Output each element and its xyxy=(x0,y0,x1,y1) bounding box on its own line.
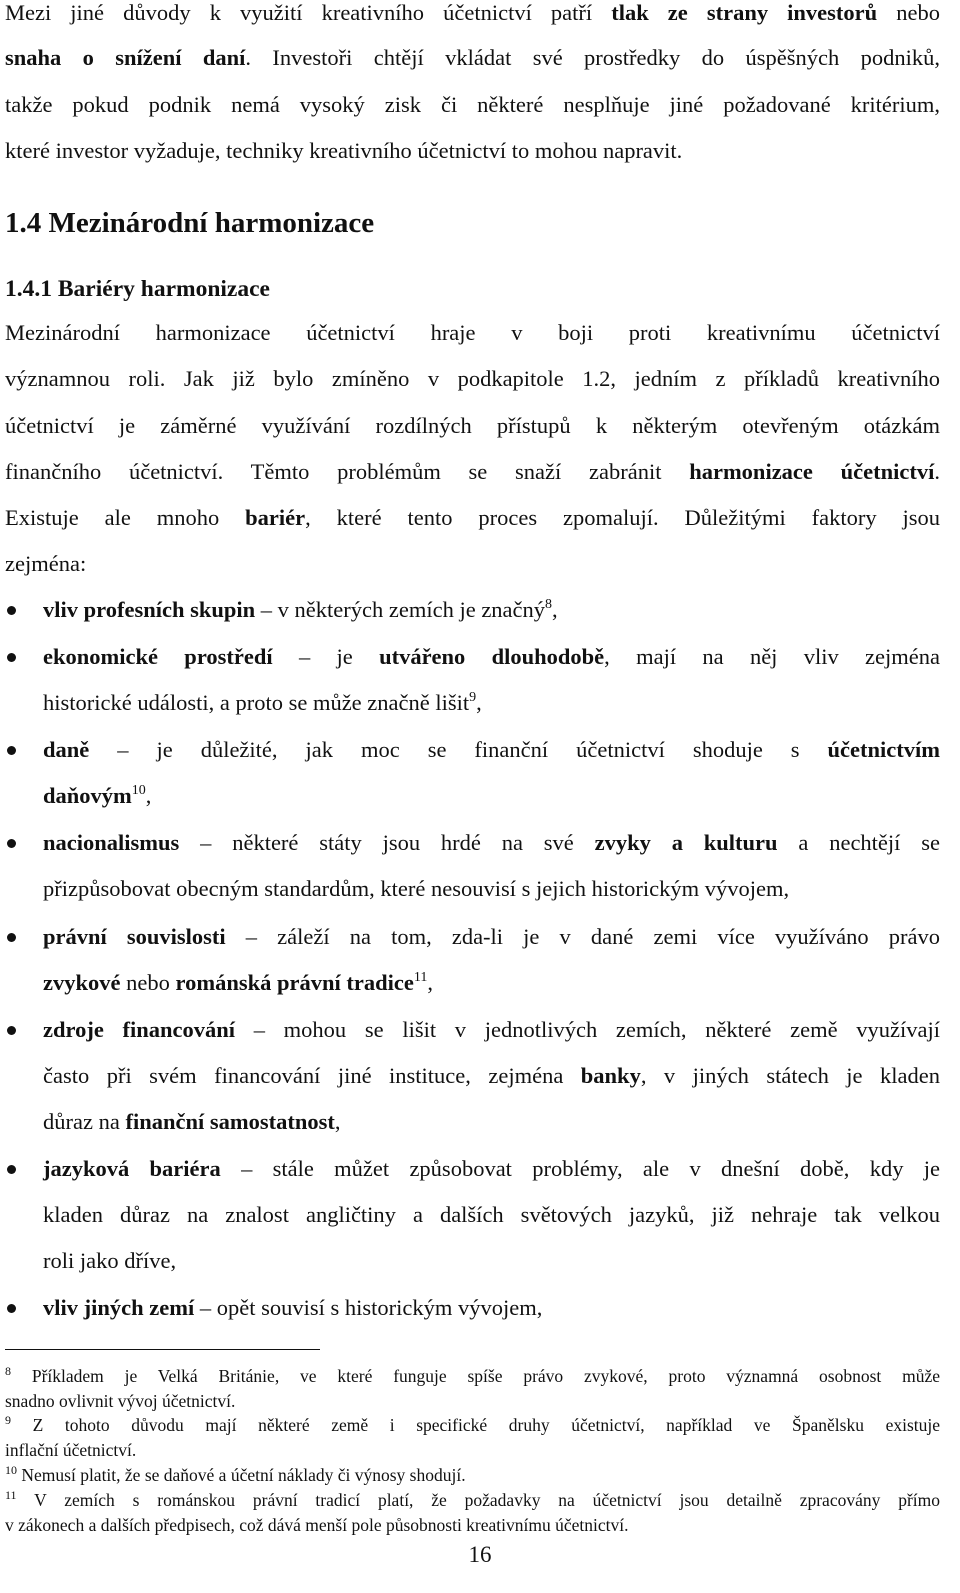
footnote-text: V zemích s románskou právní tradicí platí, že požadavky na účetnictví jsou detailně zpracovány přímo xyxy=(34,1490,940,1510)
bold-term: nacionalismus xyxy=(43,830,180,855)
text-run: – stále můžet způsobovat problémy, ale v dnešní době, kdy je xyxy=(220,1156,941,1181)
text-run: . Investoři chtějí vkládat své prostředky do úspěšných podniků, xyxy=(245,45,940,70)
text-run: – je důležité, jak moc se finanční účetnictví shoduje s xyxy=(89,737,828,762)
bold-term: tlak ze strany investorů xyxy=(611,0,878,25)
bullet-1 xyxy=(43,597,558,623)
bullet-3-line-2 xyxy=(43,783,151,809)
footnote-8-line-1 xyxy=(5,1366,940,1387)
footnote-ref: 10 xyxy=(131,783,146,798)
footnote-ref: 11 xyxy=(413,970,428,985)
para-line-2: významnou roli. Jak již bylo zmíněno v podkapitole 1.2, jedním z příkladů kreativního xyxy=(5,366,940,391)
bullet-icon xyxy=(7,1304,16,1313)
section-heading: 1.4 Mezinárodní harmonizace xyxy=(5,207,375,239)
text-run: , xyxy=(145,783,152,808)
bold-term: snaha o snížení daní xyxy=(5,45,246,70)
text-run: , mají na něj vliv zejména xyxy=(604,644,940,669)
intro-line-3: takže pokud podnik nemá vysoký zisk či některé nesplňuje jiné požadované kritérium, xyxy=(5,92,940,117)
footnote-number: 8 xyxy=(5,1364,11,1378)
bold-term: zvykové xyxy=(43,970,121,995)
text-run: Existuje ale mnoho xyxy=(5,505,246,530)
bold-term: harmonizace účetnictví xyxy=(689,459,935,484)
subsection-heading: 1.4.1 Bariéry harmonizace xyxy=(5,276,270,302)
footnote-11-line-1 xyxy=(5,1490,940,1511)
bold-term: finanční samostatnost xyxy=(125,1109,335,1134)
text-run: Mezi jiné důvody k využití kreativního účetnictví patří xyxy=(5,0,612,25)
bullet-4-line-1 xyxy=(43,830,940,856)
bullet-5-line-1 xyxy=(43,924,940,950)
text-run: – je xyxy=(272,644,380,669)
text-run: – mohou se lišit v jednotlivých zemích, některé země využívají xyxy=(235,1017,940,1042)
footnote-8-line-2: snadno ovlivnit vývoj účetnictví. xyxy=(5,1391,236,1411)
bold-term: vliv profesních skupin xyxy=(43,597,256,622)
footnote-number: 11 xyxy=(5,1488,17,1502)
text-run: , xyxy=(334,1109,341,1134)
footnote-ref: 9 xyxy=(469,690,477,705)
footnote-text: Nemusí platit, že se daňové a účetní náklady či výnosy shodují. xyxy=(21,1465,466,1485)
bullet-4-line-2: přizpůsobovat obecným standardům, které nesouvisí s jejich historickým vývojem, xyxy=(43,876,790,901)
bold-term: zdroje financování xyxy=(43,1017,236,1042)
bold-term: ekonomické prostředí xyxy=(43,644,273,669)
para-line-1: Mezinárodní harmonizace účetnictví hraje v boji proti kreativnímu účetnictví xyxy=(5,320,940,345)
bold-term: právní souvislosti xyxy=(43,924,226,949)
bullet-icon xyxy=(7,653,16,662)
bullet-icon xyxy=(7,839,16,848)
text-run: často při svém financování jiné instituce, zejména xyxy=(43,1063,581,1088)
bullet-icon xyxy=(7,746,16,755)
text-run: historické události, a proto se může značně lišit xyxy=(43,690,470,715)
bold-term: daňovým xyxy=(43,783,132,808)
bold-term: účetnictvím xyxy=(827,737,940,762)
footnote-11-line-2: v zákonech a dalších předpisech, což dává menší pole působnosti kreativnímu účetnictví. xyxy=(5,1515,629,1535)
bold-term: utvářeno dlouhodobě xyxy=(379,644,605,669)
footnote-separator xyxy=(5,1349,320,1350)
bullet-7-line-2: kladen důraz na znalost angličtiny a dalších světových jazyků, již nehraje tak velkou xyxy=(43,1202,940,1227)
para-line-6: zejména: xyxy=(5,551,87,576)
bold-term: zvyky a kulturu xyxy=(594,830,778,855)
bold-term: románská právní tradice xyxy=(175,970,414,995)
bold-term: jazyková bariéra xyxy=(43,1156,221,1181)
bullet-icon xyxy=(7,1026,16,1035)
text-run: – záleží na tom, zda-li je v dané zemi více využíváno právo xyxy=(225,924,940,949)
text-run: , xyxy=(476,690,482,715)
bullet-8 xyxy=(43,1295,542,1321)
text-run: – některé státy jsou hrdé na své xyxy=(179,830,595,855)
text-run: a nechtějí se xyxy=(777,830,940,855)
text-run: – opět souvisí s historickým vývojem, xyxy=(194,1295,543,1320)
para-line-5 xyxy=(5,505,940,531)
page-number: 16 xyxy=(468,1542,492,1567)
bullet-6-line-2 xyxy=(43,1063,940,1089)
text-run: , xyxy=(427,970,433,995)
bold-term: bariér xyxy=(245,505,306,530)
text-run: , xyxy=(552,597,558,622)
footnote-9-line-2: inflační účetnictví. xyxy=(5,1440,137,1460)
text-run: – v některých zemích je značný xyxy=(255,597,546,622)
text-run: finančního účetnictví. Těmto problémům se snaží zabránit xyxy=(5,459,690,484)
bold-term: daně xyxy=(43,737,90,762)
intro-line-1 xyxy=(5,0,940,26)
bullet-icon xyxy=(7,606,16,615)
bullet-icon xyxy=(7,1165,16,1174)
footnote-number: 10 xyxy=(5,1463,17,1477)
bullet-7-line-3: roli jako dříve, xyxy=(43,1248,177,1273)
footnote-text: Z tohoto důvodu mají některé země i specifické druhy účetnictví, například ve Španělsku existuje xyxy=(32,1415,940,1435)
bullet-7-line-1 xyxy=(43,1156,940,1182)
text-run: důraz na xyxy=(43,1109,126,1134)
bullet-2-line-1 xyxy=(43,644,940,670)
bullet-2-line-2 xyxy=(43,690,482,716)
footnote-number: 9 xyxy=(5,1413,11,1427)
footnote-text: Příkladem je Velká Británie, ve které funguje spíše právo zvykové, proto významná osobnost může xyxy=(31,1366,940,1386)
footnote-10 xyxy=(5,1465,466,1486)
para-line-3: účetnictví je záměrné využívání rozdílných přístupů k některým otevřeným otázkám xyxy=(5,413,940,438)
bullet-icon xyxy=(7,933,16,942)
bullet-5-line-2 xyxy=(43,970,433,996)
footnote-ref: 8 xyxy=(545,597,553,612)
bullet-6-line-1 xyxy=(43,1017,940,1043)
bullet-3-line-1 xyxy=(43,737,940,763)
text-run: , které tento proces zpomalují. Důležitými faktory jsou xyxy=(305,505,941,530)
bold-term: banky xyxy=(580,1063,641,1088)
intro-line-2 xyxy=(5,45,940,71)
bullet-6-line-3 xyxy=(43,1109,340,1135)
intro-line-4: které investor vyžaduje, techniky kreativního účetnictví to mohou napravit. xyxy=(5,138,683,163)
bold-term: vliv jiných zemí xyxy=(43,1295,195,1320)
text-run: . xyxy=(934,459,940,484)
text-run: nebo xyxy=(120,970,176,995)
para-line-4 xyxy=(5,459,940,485)
text-run: nebo xyxy=(877,0,940,25)
text-run: , v jiných státech je kladen xyxy=(640,1063,940,1088)
footnote-9-line-1 xyxy=(5,1415,940,1436)
